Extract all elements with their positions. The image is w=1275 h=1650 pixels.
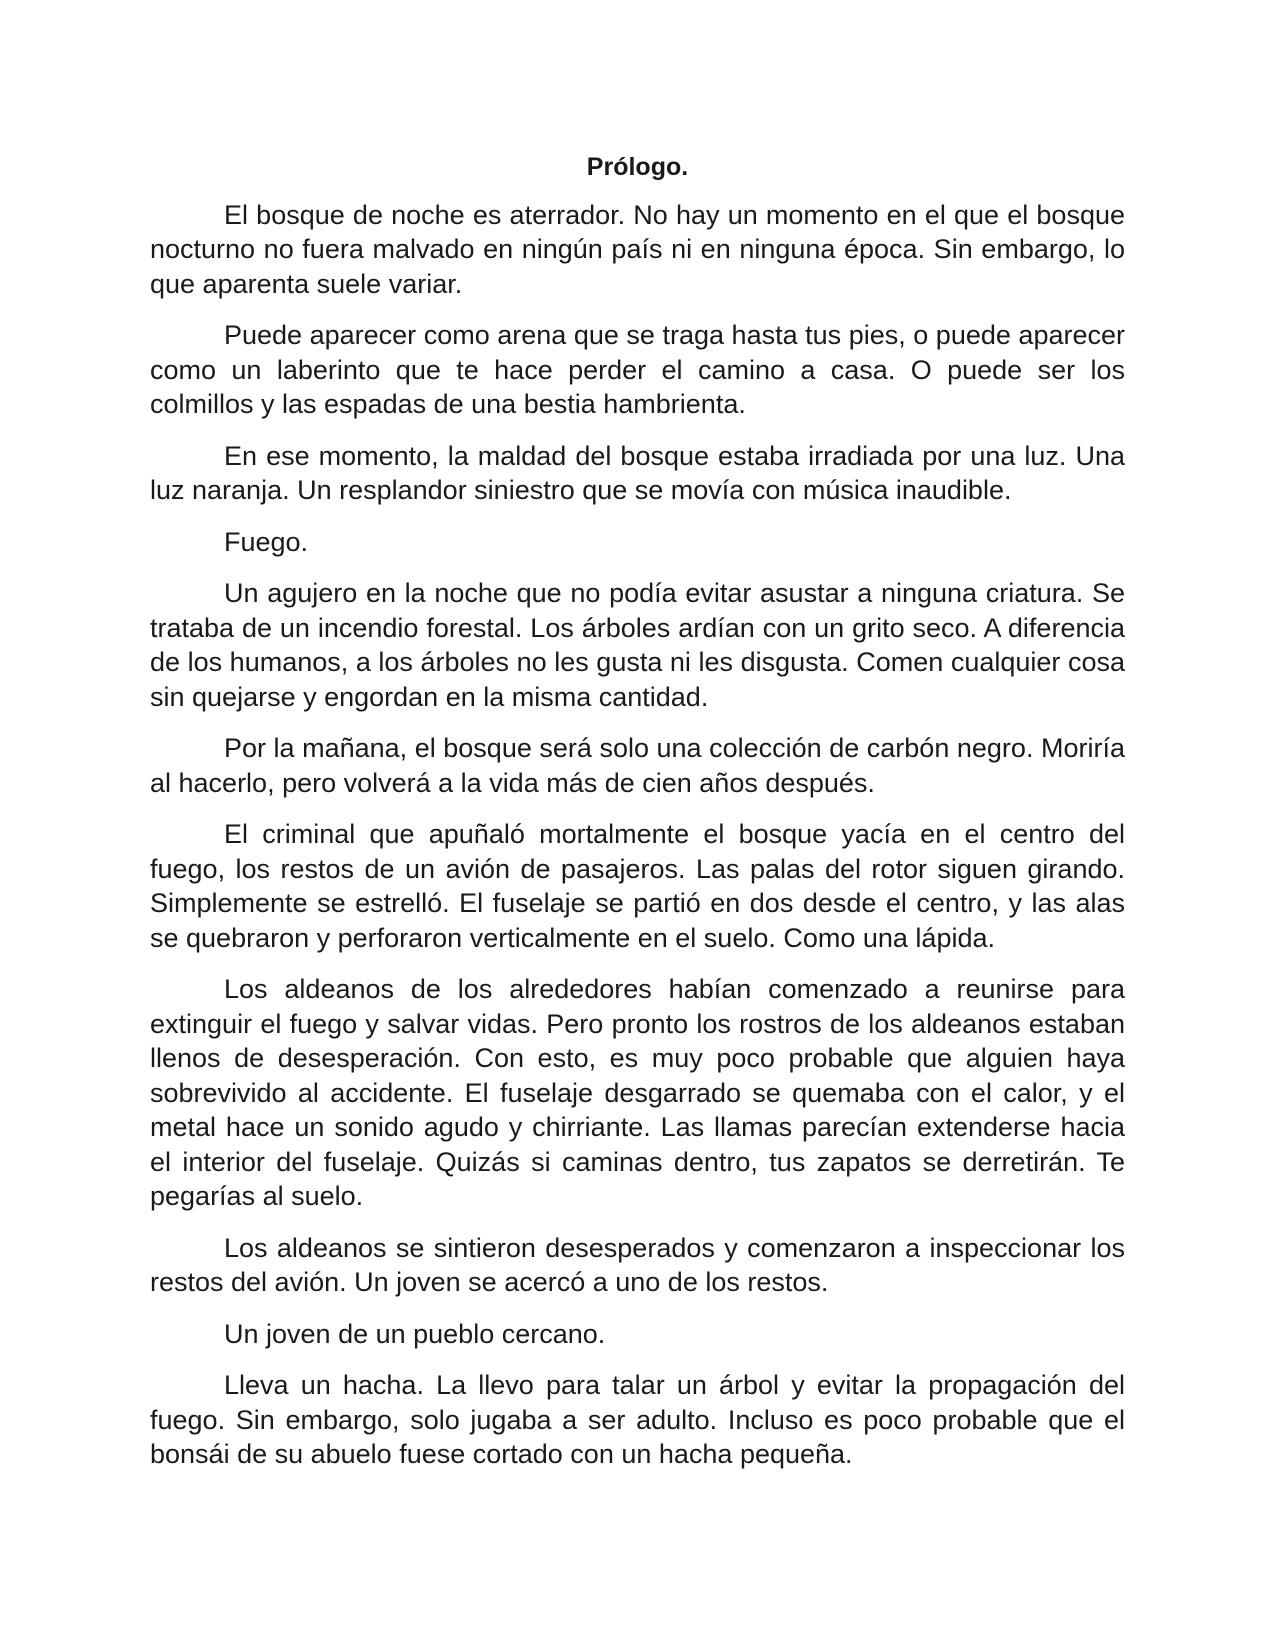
paragraph: Los aldeanos se sintieron desesperados y comenzaron a inspeccionar los restos del avión. Un joven se acercó a uno de los restos. [150,1232,1125,1297]
document-page [150,150,1125,1489]
paragraph: En ese momento, la maldad del bosque estaba irradiada por una luz. Una luz naranja. Un resplandor siniestro que se movía con música inaudible. [150,440,1125,505]
paragraph: Puede aparecer como arena que se traga hasta tus pies, o puede aparecer como un laberinto que te hace perder el camino a casa. O puede ser los colmillos y las espadas de una bestia hambrienta. [150,320,1125,419]
paragraph: El bosque de noche es aterrador. No hay un momento en el que el bosque nocturno no fuera malvado en ningún país ni en ninguna época. Sin embargo, lo que aparenta suele variar. [150,199,1125,299]
paragraph: Por la mañana, el bosque será solo una colección de carbón negro. Moriría al hacerlo, pero volverá a la vida más de cien años después. [150,733,1125,798]
paragraph: El criminal que apuñaló mortalmente el bosque yacía en el centro del fuego, los restos de un avión de pasajeros. Las palas del rotor siguen girando. Simplemente se estrelló. El fuselaje se partió en dos desde el centro, y las alas se quebraron y perforaron verticalmente en el suelo. Como una lápida. [150,819,1125,953]
paragraph: Un joven de un pueblo cercano. [224,1318,606,1349]
paragraph: Lleva un hacha. La llevo para talar un árbol y evitar la propagación del fuego. Sin embargo, solo jugaba a ser adulto. Incluso es poco probable que el bonsái de su abuelo fuese cortado con un hacha pequeña. [150,1370,1125,1469]
paragraph: Fuego. [224,526,309,557]
chapter-title: Prólogo. [586,153,689,181]
paragraph: Un agujero en la noche que no podía evitar asustar a ninguna criatura. Se trataba de un incendio forestal. Los árboles ardían con un grito seco. A diferencia de los humanos, a los árboles no les gusta ni les disgusta. Comen cualquier cosa sin quejarse y engordan en la misma cantidad. [150,578,1125,712]
paragraph: Los aldeanos de los alrededores habían comenzado a reunirse para extinguir el fuego y salvar vidas. Pero pronto los rostros de los aldeanos estaban llenos de desesperación. Con esto, es muy poco probable que alguien haya sobrevivido al accidente. El fuselaje desgarrado se quemaba con el calor, y el metal hace un sonido agudo y chirriante. Las llamas parecían extenderse hacia el interior del fuselaje. Quizás si caminas dentro, tus zapatos se derretirán. Te pegarías al suelo. [150,974,1125,1211]
